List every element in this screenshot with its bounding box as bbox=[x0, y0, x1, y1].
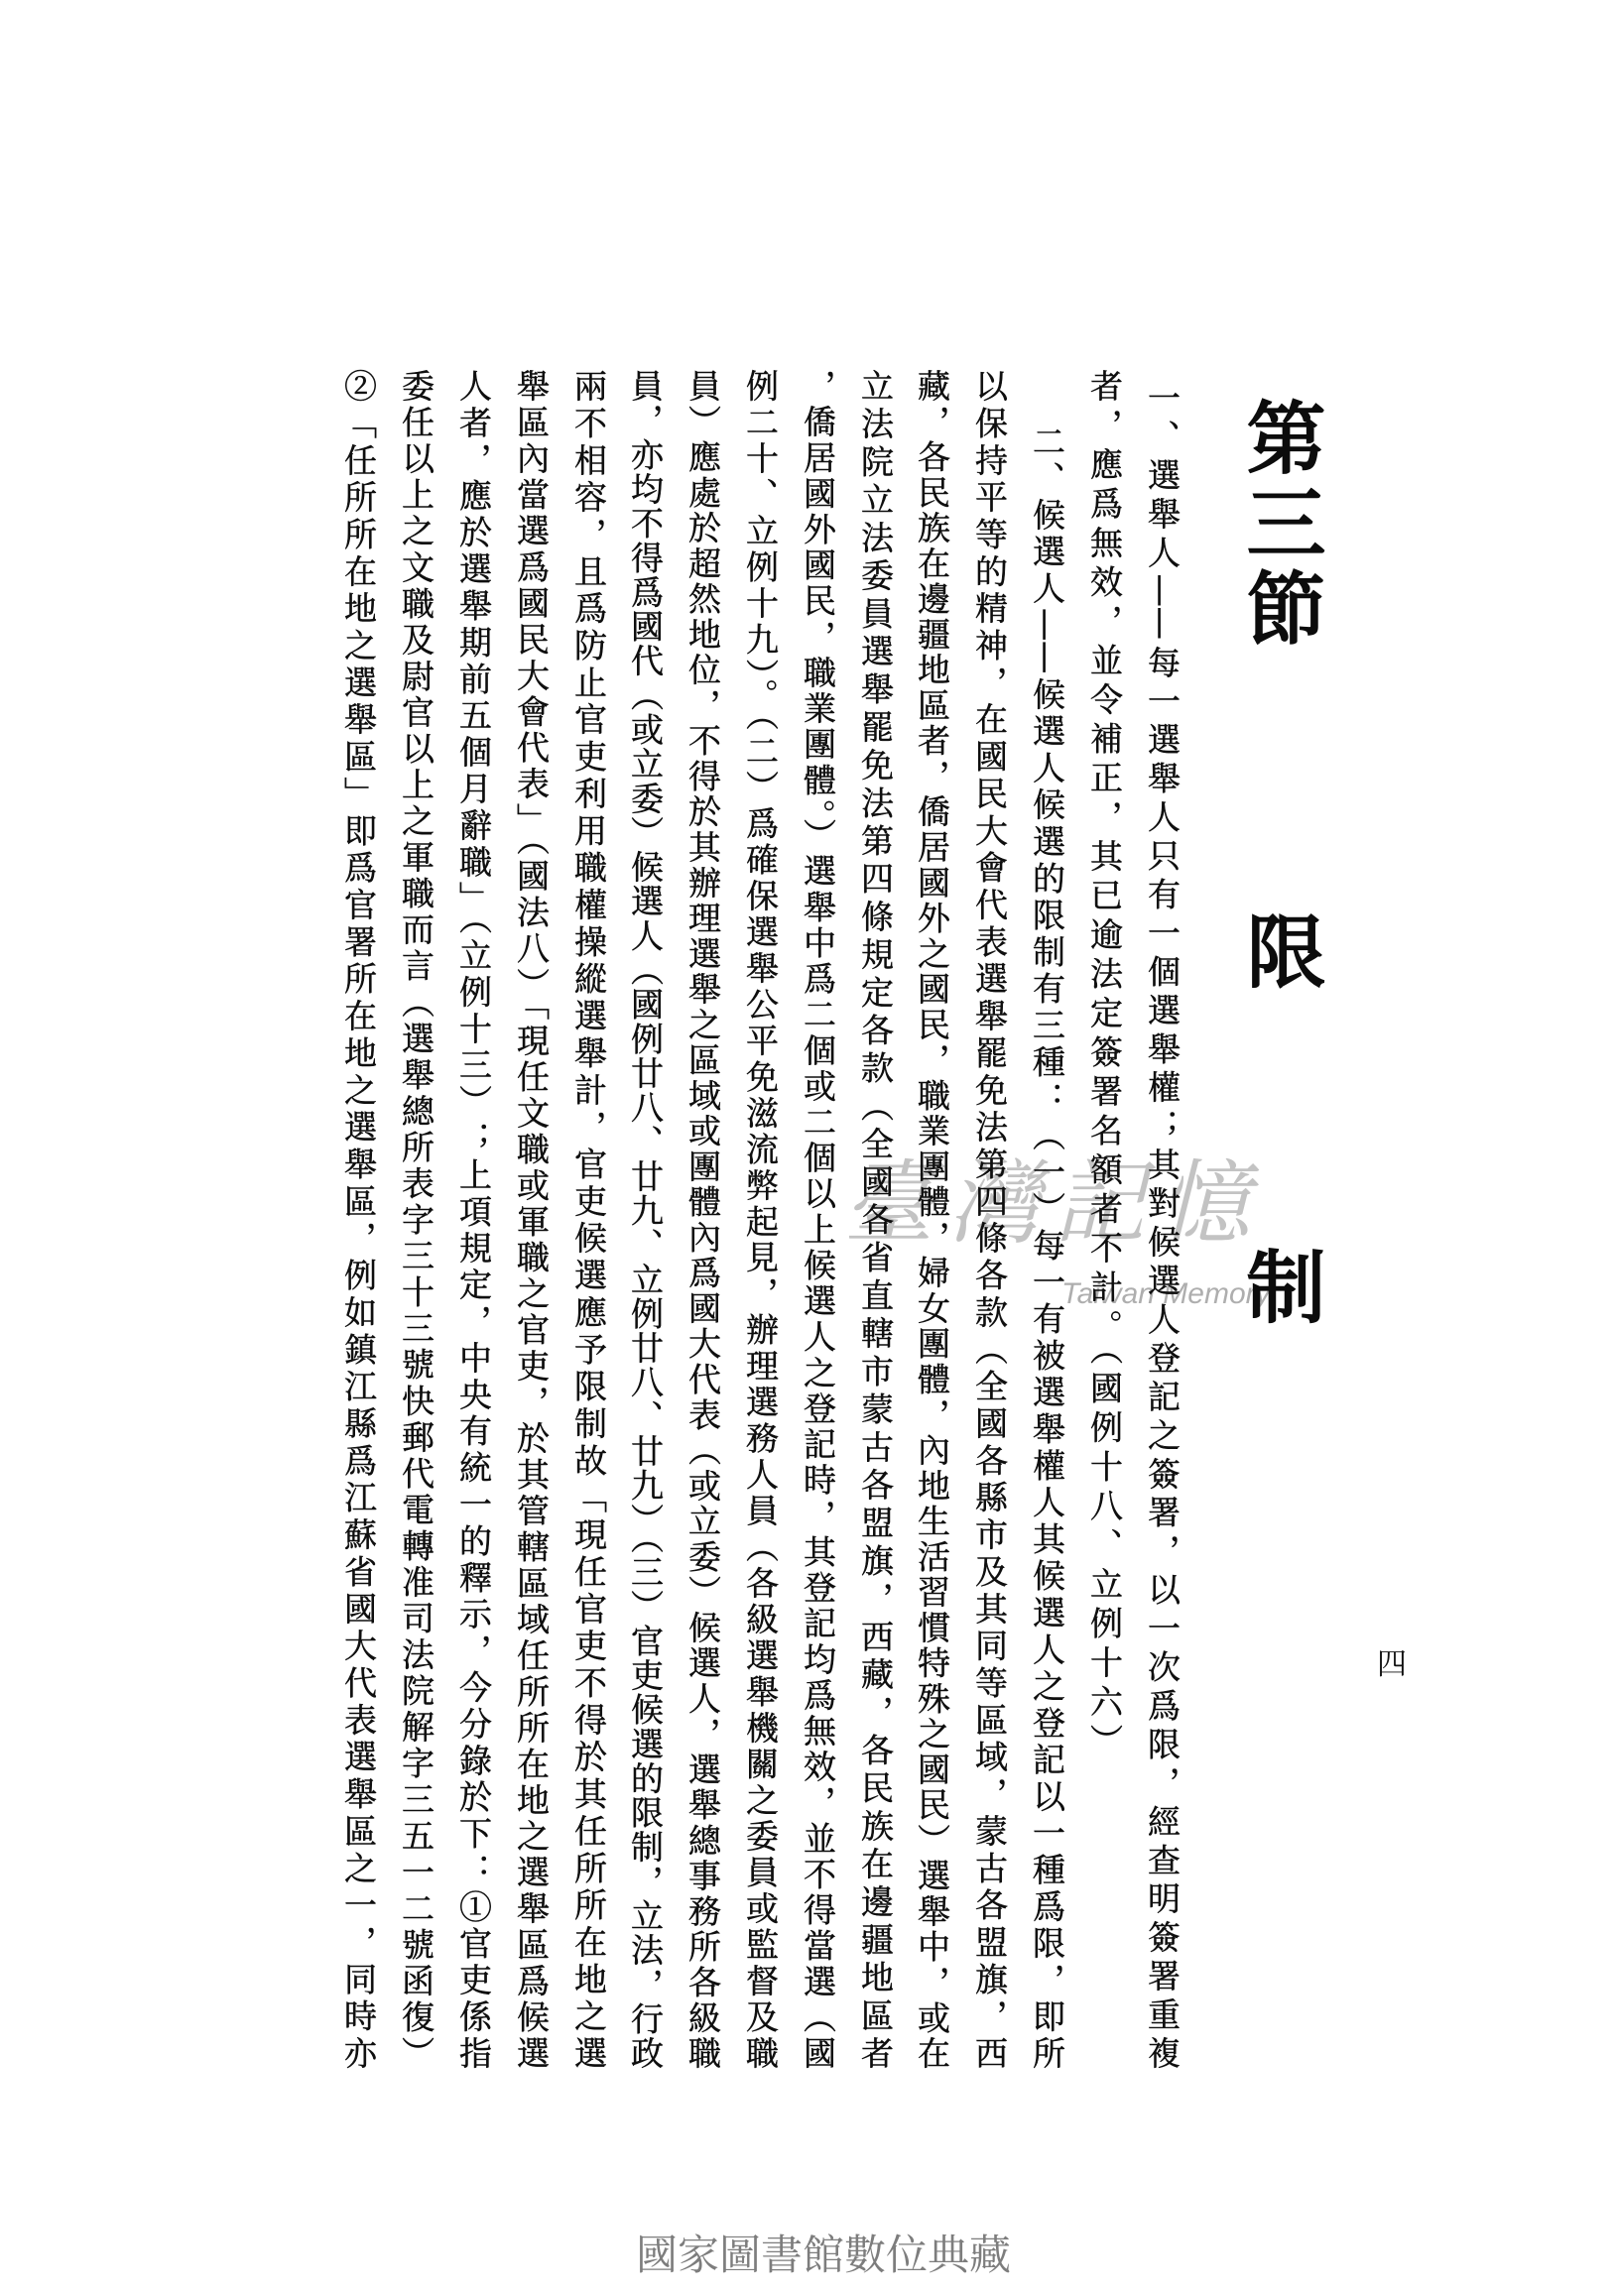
text-column: 藏，各民族在邊疆地區者，僑居國外之國民，職業團體，婦女團體，內地生活習慣特殊之國民）選舉中，或在 bbox=[913, 369, 951, 2069]
text-column: 兩不相容，且爲防止官吏利用職權操縱選舉計，官吏候選應予限制故「現任官吏不得於其任所所在地之選 bbox=[569, 369, 608, 2069]
text-column: 者，應爲無效，並令補正，其已逾法定簽署名額者不計。（國例十八、立例十六） bbox=[1085, 369, 1124, 1763]
text-column: 員，亦均不得爲國代（或立委）候選人（國例廿八、廿九、立例廿八、廿九）（三）官吏候選的限制，立法，行政 bbox=[626, 369, 665, 2069]
text-column: 員）應處於超然地位，不得於其辦理選舉之區域或團體內爲國大代表（或立委）候選人，選舉總事務所各級職 bbox=[684, 369, 722, 2069]
section-label: 第三節 bbox=[1233, 397, 1326, 653]
page-number: 四 bbox=[1377, 1647, 1407, 1682]
text-column: ，僑居國外國民，職業團體。）選舉中爲二個或二個以上候選人之登記時，其登記均爲無效，並不得當選（國 bbox=[799, 369, 837, 2069]
text-column: ②「任所所在地之選舉區」即爲官署所在地之選舉區，例如鎮江縣爲江蘇省國大代表選舉區之一，同時亦 bbox=[339, 369, 378, 2069]
text-column: 立法院立法委員選舉罷免法第四條規定各款（全國各省直轄市蒙古各盟旗，西藏，各民族在邊疆地區者 bbox=[856, 369, 895, 2069]
text-column: 以保持平等的精神，在國民大會代表選舉罷免法第四條各款（全國各縣市及其同等區域，蒙古各盟旗，西 bbox=[970, 369, 1009, 2069]
collection-footer: 國家圖書館數位典藏 bbox=[636, 2231, 1012, 2279]
watermark-logo-text: 臺灣記憶 bbox=[843, 1150, 1265, 1257]
text-column: 例二十、立例十九）。（二）爲確保選舉公平免滋流弊起見，辦理選務人員（各級選舉機關之委員或監督及職 bbox=[741, 369, 780, 2069]
text-column: 一、選舉人——每一選舉人只有一個選舉權；其對候選人登記之簽署，以一次爲限，經查明簽署重複 bbox=[1143, 381, 1182, 2069]
watermark-logo-subtext: Taiwan Memory bbox=[1061, 1277, 1271, 1310]
text-column: 委任以上之文職及尉官以上之軍職而言（選舉總所表字三十三號快郵代電轉准司法院解字三五一二號函復） bbox=[397, 369, 435, 2069]
section-title: 限制 bbox=[1233, 910, 1326, 1581]
text-column: 二、候選人——候選人候選的限制有三種：（一）每一有被選舉權人其候選人之登記以一種爲限，即所 bbox=[1028, 424, 1066, 2069]
text-column: 人者，應於選舉期前五個月辭職」（立例十三）；上項規定，中央有統一的釋示，今分錄於下：①官吏係指 bbox=[454, 369, 493, 2069]
text-column: 舉區內當選爲國民大會代表」（國法八）「現任文職或軍職之官吏，於其管轄區域任所所在地之選舉區爲候選 bbox=[512, 369, 551, 2069]
